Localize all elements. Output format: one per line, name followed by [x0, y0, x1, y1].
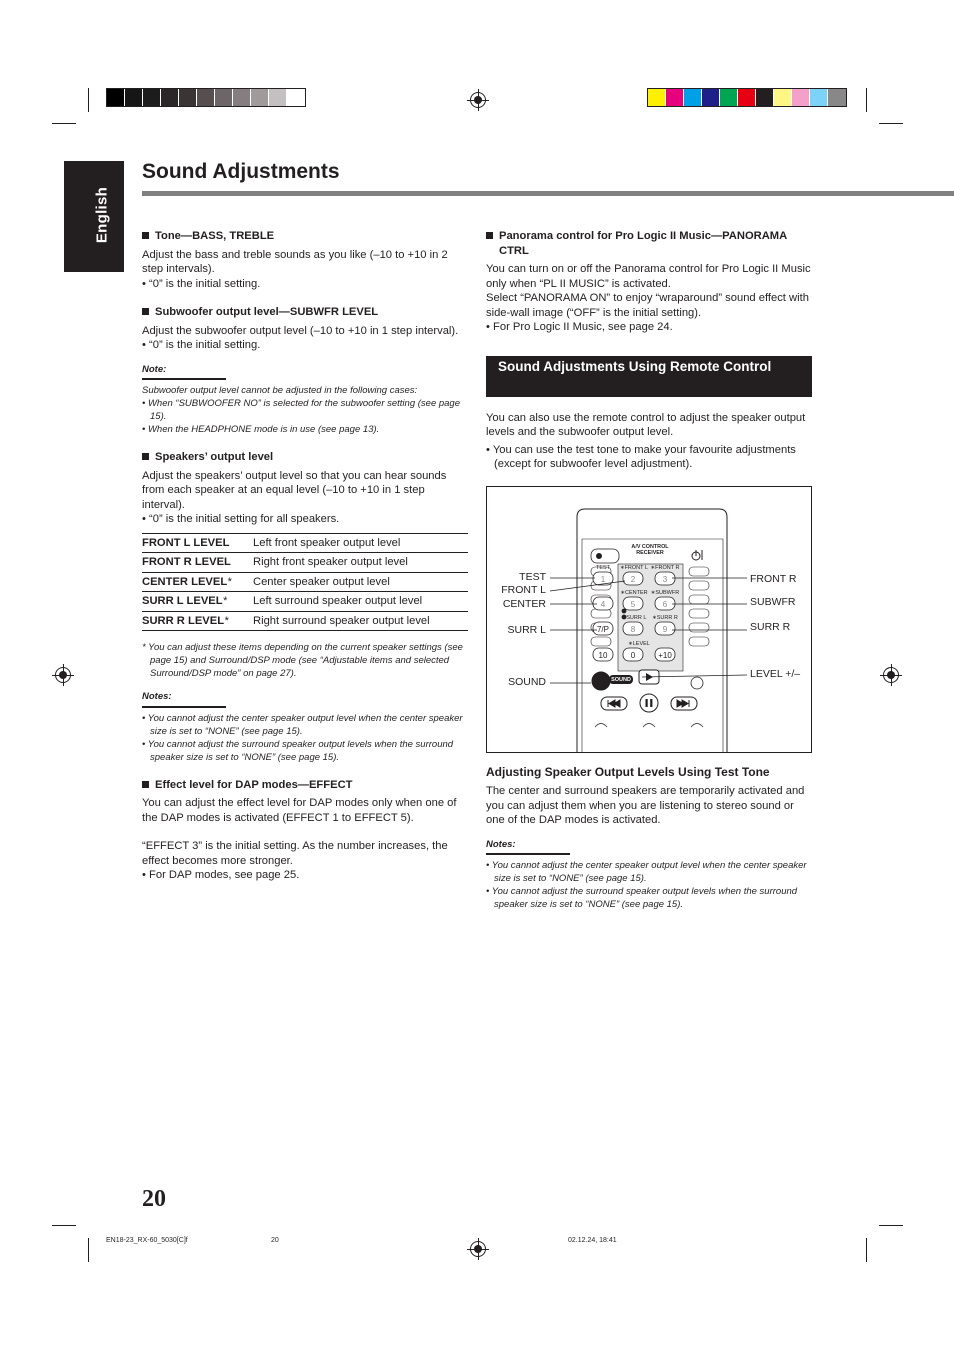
panorama-body: You can turn on or off the Panorama control for Pro Logic II Music only when “PL II MUSIC” is activated. — [486, 263, 811, 290]
speakers-footnote: * You can adjust these items depending on the current speaker settings (see page 15) and Surround/DSP mode (see “Adjustable items and selected Surround/DSP mode” on page 27). — [142, 642, 463, 679]
crop-mark — [866, 1238, 867, 1262]
bullet-square-icon — [142, 308, 149, 315]
calibration-swatch — [179, 89, 197, 106]
panorama-body: Select “PANORAMA ON” to enjoy “wraparound” sound effect with side-wall image (“OFF” is the initial setting). — [486, 292, 809, 319]
crop-mark — [52, 123, 76, 124]
panorama-heading: Panorama control for Pro Logic II Music—PANORAMA CTRL — [486, 229, 812, 258]
language-tab-label: English — [93, 186, 111, 244]
callout-surr-r: SURR R — [750, 621, 791, 633]
effect-body: You can adjust the effect level for DAP modes only when one of the DAP modes is activated (EFFECT 1 to EFFECT 5). — [142, 797, 457, 824]
callout-test: TEST — [519, 571, 546, 583]
title-rule — [142, 191, 954, 196]
table-row: SURR L LEVEL* Left surround speaker output level — [142, 592, 468, 612]
footer-file: EN18-23_RX-60_5030[C]f — [106, 1237, 188, 1244]
callout-center: CENTER — [502, 598, 546, 610]
footer-page: 20 — [271, 1237, 279, 1244]
section-heading-band: Sound Adjustments Using Remote Control — [486, 356, 812, 397]
calibration-swatch — [828, 89, 846, 106]
note-item: • You cannot adjust the surround speaker output levels when the surround speaker size is set to “NONE” (see page 15). — [142, 738, 454, 763]
calibration-swatch — [197, 89, 215, 106]
note-rule — [142, 706, 226, 708]
bullet-square-icon — [142, 781, 149, 788]
note-item: • You cannot adjust the surround speaker output levels when the surround speaker size is set to “NONE” (see page 15). — [486, 886, 798, 910]
color-calibration-bar — [647, 88, 847, 107]
calibration-swatch — [161, 89, 179, 106]
calibration-swatch — [233, 89, 251, 106]
svg-text:3: 3 — [662, 575, 668, 584]
crop-mark — [866, 88, 867, 112]
key-label: ∗SURR L — [621, 615, 647, 621]
calibration-swatch — [143, 89, 161, 106]
remote-figure — [486, 486, 812, 753]
svg-text:0: 0 — [630, 651, 636, 660]
test-tone-section — [486, 765, 812, 911]
speakers-initial: • “0” is the initial setting for all speakers. — [142, 513, 340, 525]
callout-surr-l: SURR L — [507, 624, 546, 636]
calibration-swatch — [648, 89, 666, 106]
calibration-swatch — [756, 89, 774, 106]
crop-mark — [879, 123, 903, 124]
effect-ref: • For DAP modes, see page 25. — [142, 869, 300, 881]
registration-mark-icon — [55, 667, 71, 683]
calibration-swatch — [251, 89, 269, 106]
calibration-swatch — [215, 89, 233, 106]
crop-mark — [88, 1238, 89, 1262]
svg-text:+10: +10 — [658, 651, 672, 660]
remote-illustration — [487, 487, 812, 753]
crop-mark — [52, 1225, 76, 1226]
key-label: ∗SUBWFR — [650, 590, 680, 596]
callout-front-l: FRONT L — [501, 584, 546, 596]
svg-text:2: 2 — [630, 575, 636, 584]
key-label: TEST — [595, 565, 611, 571]
note-label: Note: — [142, 363, 167, 375]
svg-text:6: 6 — [662, 600, 668, 609]
subwoofer-heading: Subwoofer output level—SUBWFR LEVEL — [142, 305, 468, 320]
tone-body: Adjust the bass and treble sounds as you like (–10 to +10 in 2 step intervals). — [142, 248, 448, 275]
svg-text:8: 8 — [630, 625, 636, 634]
callout-level: LEVEL +/– — [750, 668, 801, 680]
calibration-swatch — [107, 89, 125, 106]
registration-mark-icon — [470, 1241, 486, 1257]
notes-label: Notes: — [486, 838, 516, 850]
test-tone-body: The center and surround speakers are temporarily activated and you can adjust them when you are listening to stereo sound or one of the DAP modes is activated. — [486, 785, 805, 826]
svg-text:4: 4 — [600, 600, 606, 609]
svg-text:1: 1 — [600, 575, 606, 584]
table-row: FRONT R LEVEL Right front speaker output level — [142, 553, 468, 573]
remote-section-body: You can also use the remote control to adjust the speaker output levels and the subwoofer output level. — [486, 411, 806, 438]
test-tone-heading: Adjusting Speaker Output Levels Using Test Tone — [486, 765, 770, 779]
subwoofer-initial: • “0” is the initial setting. — [142, 339, 261, 351]
calibration-swatch — [287, 89, 305, 106]
page-number: 20 — [142, 1186, 166, 1212]
gray-calibration-bar — [106, 88, 306, 107]
subwoofer-body: Adjust the subwoofer output level (–10 to +10 in 1 step interval). — [142, 324, 459, 337]
svg-text:10: 10 — [598, 651, 608, 660]
table-row: SURR R LEVEL* Right surround speaker output level — [142, 611, 468, 631]
bullet-square-icon — [142, 453, 149, 460]
power-button — [591, 549, 619, 563]
key-label: ∗CENTER — [620, 590, 648, 596]
table-row: FRONT L LEVEL Left front speaker output level — [142, 533, 468, 553]
speakers-heading: Speakers’ output level — [142, 450, 468, 465]
left-column — [142, 229, 468, 883]
calibration-swatch — [684, 89, 702, 106]
effect-heading: Effect level for DAP modes—EFFECT — [142, 778, 468, 793]
calibration-swatch — [666, 89, 684, 106]
callout-sound: SOUND — [508, 676, 546, 688]
callout-subwfr: SUBWFR — [750, 596, 796, 608]
note-item: • When the HEADPHONE mode is in use (see page 13). — [142, 424, 380, 435]
note-rule — [142, 378, 226, 380]
calibration-swatch — [774, 89, 792, 106]
page-title: Sound Adjustments — [142, 160, 340, 183]
callout-front-r: FRONT R — [750, 573, 797, 585]
footer-date: 02.12.24, 18:41 — [568, 1237, 617, 1244]
tone-heading: Tone—BASS, TREBLE — [142, 229, 468, 244]
crop-mark — [879, 1225, 903, 1226]
note-item: • You cannot adjust the center speaker output level when the center speaker size is set to “NONE” (see page 15). — [486, 860, 807, 884]
svg-text:9: 9 — [662, 625, 668, 634]
svg-text:5: 5 — [630, 600, 636, 609]
sound-key-label: SOUND — [611, 677, 631, 683]
bullet-square-icon — [486, 232, 493, 239]
right-column — [486, 229, 812, 472]
key-label: ∗FRONT R — [650, 565, 680, 571]
crop-mark — [88, 88, 89, 112]
pause-button — [640, 694, 658, 712]
note-rule — [486, 853, 570, 855]
speaker-level-table — [142, 533, 468, 632]
registration-mark-icon — [470, 92, 486, 108]
tone-initial: • “0” is the initial setting. — [142, 277, 261, 290]
note-intro: Subwoofer output level cannot be adjusted in the following cases: — [142, 385, 418, 396]
calibration-swatch — [125, 89, 143, 106]
bullet-square-icon — [142, 232, 149, 239]
key-label: ∗FRONT L — [619, 565, 649, 571]
calibration-swatch — [810, 89, 828, 106]
pause-icon — [646, 699, 648, 707]
calibration-swatch — [792, 89, 810, 106]
calibration-swatch — [269, 89, 287, 106]
calibration-swatch — [720, 89, 738, 106]
registration-mark-icon — [883, 667, 899, 683]
note-item: • You cannot adjust the center speaker output level when the center speaker size is set to “NONE” (see page 15). — [142, 712, 463, 737]
calibration-swatch — [738, 89, 756, 106]
remote-section-bullet: • You can use the test tone to make your favourite adjustments (except for subwoofer level adjustment). — [486, 443, 796, 470]
table-row: CENTER LEVEL* Center speaker output level — [142, 572, 468, 592]
remote-header: A/V CONTROL — [631, 544, 669, 550]
svg-text:7/P: 7/P — [596, 625, 610, 634]
key-label: ∗SURR R — [652, 615, 678, 621]
remote-header: RECEIVER — [636, 550, 664, 556]
effect-body: “EFFECT 3” is the initial setting. As the number increases, the effect becomes more stronger. — [142, 840, 448, 867]
speakers-body: Adjust the speakers’ output level so that you can hear sounds from each speaker at an equal level (–10 to +10 in 1 step interval). — [142, 469, 447, 511]
notes-label: Notes: — [142, 691, 172, 702]
sound-button — [592, 672, 610, 690]
calibration-swatch — [702, 89, 720, 106]
key-label: ∗LEVEL — [628, 641, 650, 647]
note-item: • When “SUBWOOFER NO” is selected for the subwoofer setting (see page 15). — [142, 398, 461, 422]
panorama-ref: • For Pro Logic II Music, see page 24. — [486, 321, 673, 333]
